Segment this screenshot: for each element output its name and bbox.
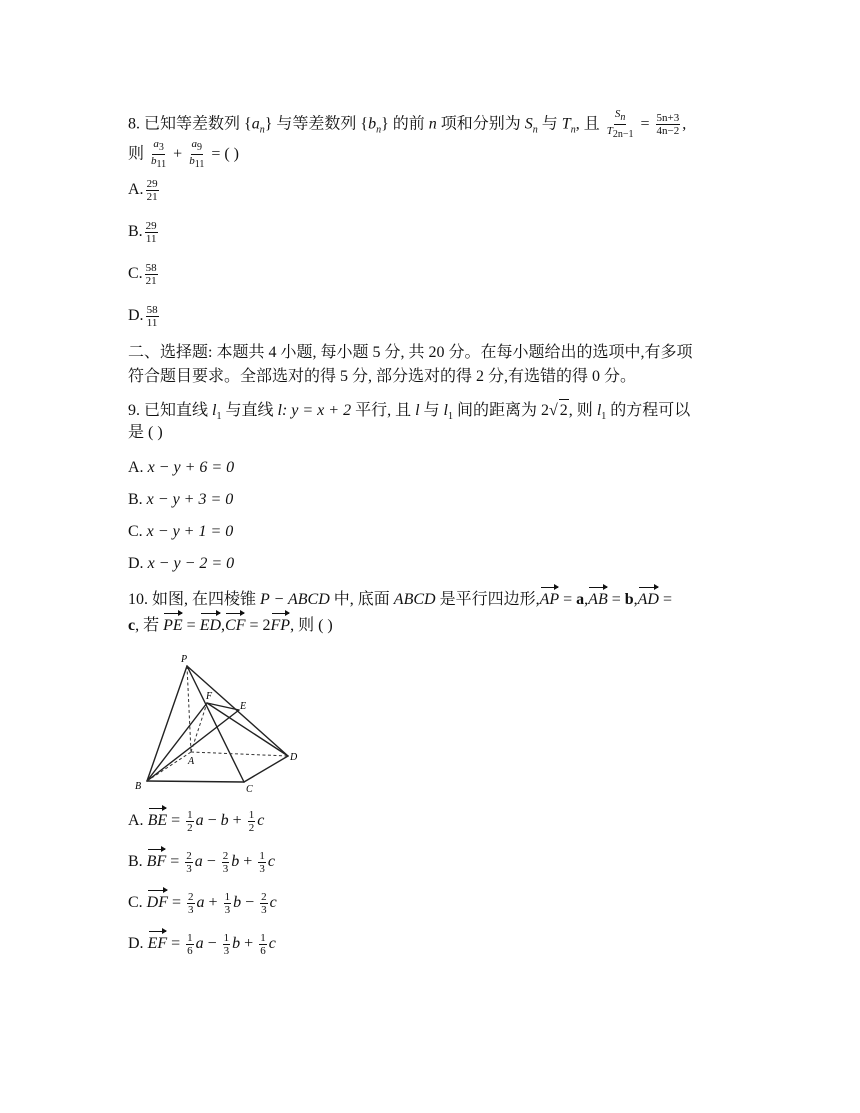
label-e: E xyxy=(240,701,247,712)
q10-option-b[interactable]: B. BF = $\frac{2}{3}$ a − $\frac{2}{3}$ b + $\frac{1}{3}$ c xyxy=(128,849,275,875)
q8-option-a[interactable]: A. $\frac{29}{21}$ xyxy=(128,178,158,203)
q9-stem-line2: 是 ( ) xyxy=(128,424,163,441)
q9-stem-line1: 9. 已知直线 $l_1$ 与直线 l: y = x + 2 平行, 且 l 与 $l_1$ 间的距离为 2√ 2, 则 $l_1$ 的方程可以 xyxy=(128,399,690,428)
q9-option-d[interactable]: D. x − y − 2 = 0 xyxy=(128,555,235,572)
pyramid-figure xyxy=(128,648,303,793)
q10-option-d[interactable]: D. EF = $\frac{1}{6}$ a − $\frac{1}{3}$ b + $\frac{1}{6}$ c xyxy=(128,931,276,957)
q9-option-c[interactable]: C. x − y + 1 = 0 xyxy=(128,523,234,540)
fraction-s-over-t: $\frac{S_n}{T_{2n-1}}$ xyxy=(606,108,634,141)
section2-instructions-line1: 二、选择题: 本题共 4 小题, 每小题 5 分, 共 20 分。在每小题给出的选项中,有多项 xyxy=(128,344,693,361)
q8-option-b[interactable]: B. $\frac{29}{11}$ xyxy=(128,220,157,245)
q10-stem-line1: 10. 如图, 在四棱锥 P − ABCD 中, 底面 ABCD 是平行四边形,AP = a,AB = b,AD = xyxy=(128,586,672,611)
q9-option-b[interactable]: B. x − y + 3 = 0 xyxy=(128,491,234,508)
section2-instructions-line2: 符合题目要求。全部选对的得 5 分, 部分选对的得 2 分,有选错的得 0 分。 xyxy=(128,368,637,385)
label-a: A xyxy=(188,756,195,767)
label-f: F xyxy=(206,691,213,702)
q9-option-a[interactable]: A. x − y + 6 = 0 xyxy=(128,459,235,476)
q8-option-c[interactable]: C. $\frac{58}{21}$ xyxy=(128,262,157,287)
label-p: P xyxy=(181,654,188,665)
q8-stem-line2: 则 $\frac{a_3}{b_{11}}$ + $\frac{a_9}{b_{11}}$ = ( ) xyxy=(128,138,240,171)
label-d: D xyxy=(290,752,298,763)
q10-option-c[interactable]: C. DF = $\frac{2}{3}$ a + $\frac{1}{3}$ b − $\frac{2}{3}$ c xyxy=(128,890,277,916)
label-b: B xyxy=(135,781,142,792)
q8-stem-line1: 8. 已知等差数列 $\{a_n\}$ 与等差数列 $\{b_n\}$ 的前 n 项和分别为 $S_n$ 与 $T_n$, 且 $\frac{S_n}{T_{2n-1}}$ = $\frac{5n+3}{4n-2}$ , xyxy=(128,108,687,141)
label-c: C xyxy=(246,784,253,793)
q10-stem-line2: c, 若 PE = ED,CF = 2FP, 则 ( ) xyxy=(128,612,333,637)
q10-option-a[interactable]: A. BE = $\frac{1}{2}$ a − b + $\frac{1}{2}$ c xyxy=(128,808,265,834)
q8-option-d[interactable]: D. $\frac{58}{11}$ xyxy=(128,304,158,329)
fraction-ratio: $\frac{5n+3}{4n-2}$ xyxy=(656,112,680,138)
